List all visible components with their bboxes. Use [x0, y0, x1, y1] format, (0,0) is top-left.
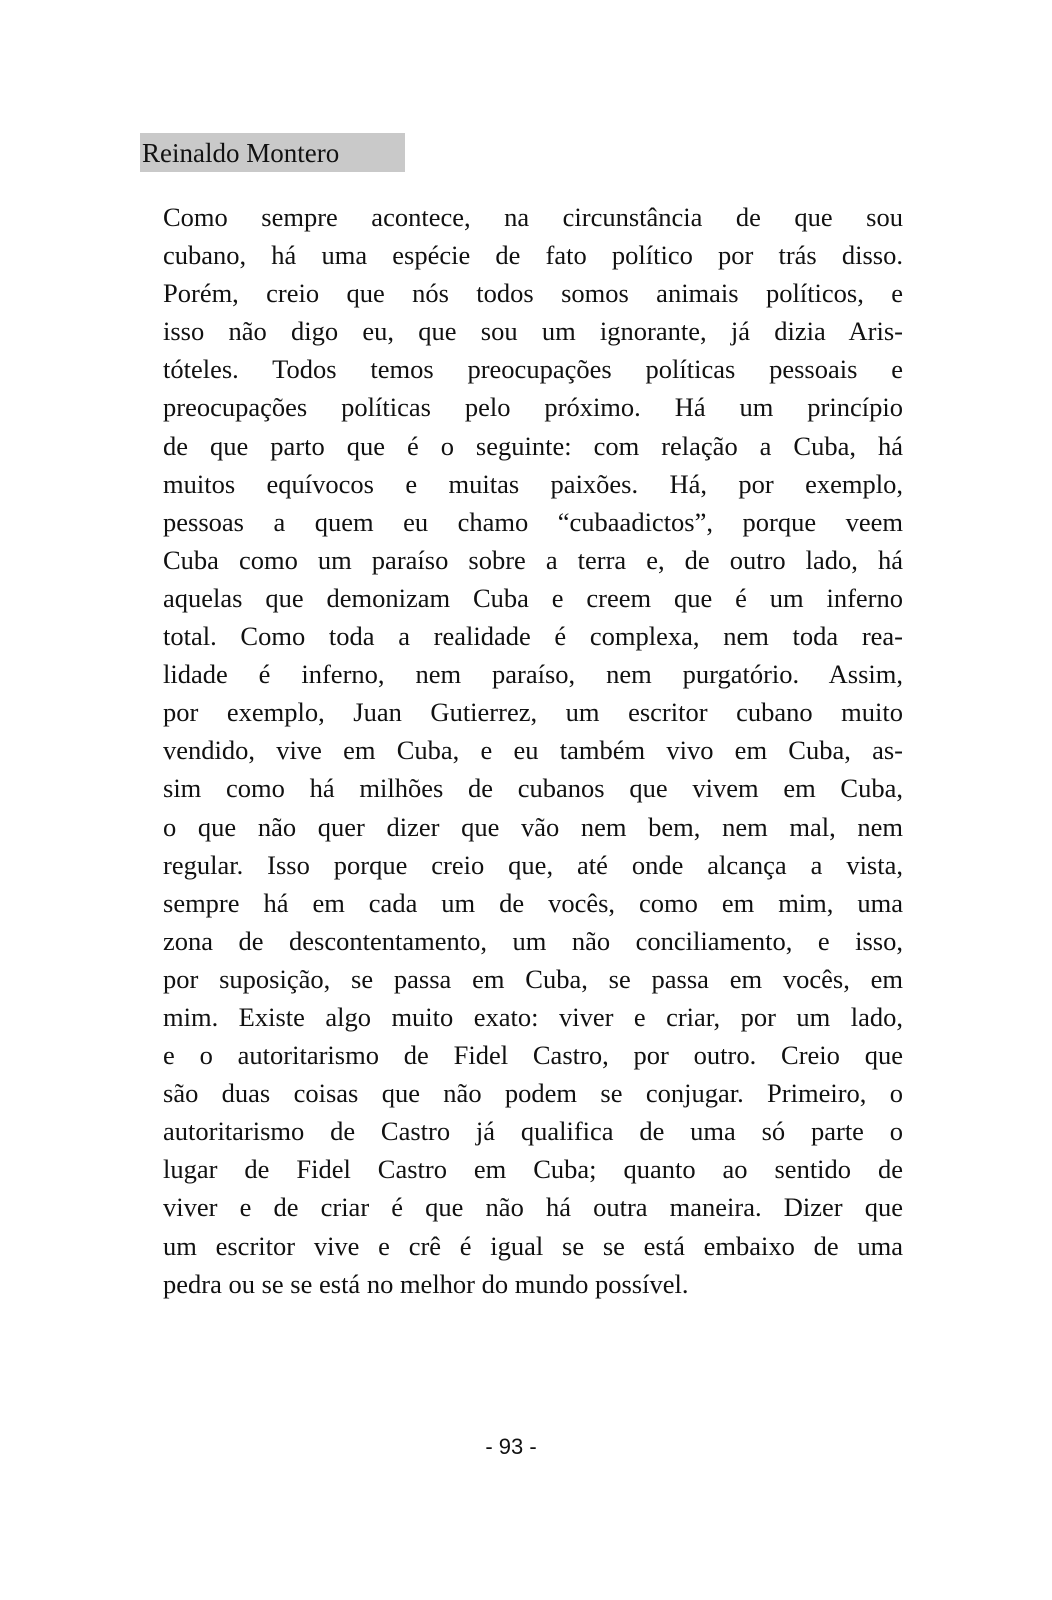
- text-line: pessoas a quem eu chamo “cubaadictos”, porque veem: [163, 506, 903, 537]
- text-line: um escritor vive e crê é igual se se está embaixo de uma: [163, 1230, 903, 1261]
- page-number: - 93 -: [485, 1434, 537, 1459]
- text-line: Cuba como um paraíso sobre a terra e, de outro lado, há: [163, 544, 903, 575]
- text-line: lidade é inferno, nem paraíso, nem purgatório. Assim,: [163, 659, 903, 690]
- text-line: lugar de Fidel Castro em Cuba; quanto ao sentido de: [163, 1154, 903, 1185]
- text-line: autoritarismo de Castro já qualifica de uma só parte o: [163, 1116, 903, 1147]
- text-line: tóteles. Todos temos preocupações políticas pessoais e: [163, 354, 903, 385]
- text-line: por suposição, se passa em Cuba, se passa em vocês, em: [163, 963, 903, 994]
- text-line: total. Como toda a realidade é complexa, nem toda rea-: [163, 621, 903, 652]
- text-line: isso não digo eu, que sou um ignorante, já dizia Aris-: [163, 316, 903, 347]
- text-line: por exemplo, Juan Gutierrez, um escritor cubano muito: [163, 697, 903, 728]
- running-header-author: Reinaldo Montero: [142, 138, 340, 168]
- text-line: cubano, há uma espécie de fato político por trás disso.: [163, 240, 903, 271]
- text-line: regular. Isso porque creio que, até onde alcança a vista,: [163, 849, 903, 880]
- text-line: viver e de criar é que não há outra maneira. Dizer que: [163, 1192, 903, 1223]
- text-line: aquelas que demonizam Cuba e creem que é um inferno: [163, 582, 903, 613]
- text-line: e o autoritarismo de Fidel Castro, por outro. Creio que: [163, 1040, 903, 1071]
- text-line: zona de descontentamento, um não conciliamento, e isso,: [163, 925, 903, 956]
- text-line: sempre há em cada um de vocês, como em mim, uma: [163, 887, 903, 918]
- text-line: mim. Existe algo muito exato: viver e criar, por um lado,: [163, 1001, 903, 1032]
- body-paragraph: [163, 198, 903, 1303]
- text-line: Porém, creio que nós todos somos animais políticos, e: [163, 278, 903, 309]
- text-line: muitos equívocos e muitas paixões. Há, por exemplo,: [163, 468, 903, 499]
- text-line: preocupações políticas pelo próximo. Há um princípio: [163, 392, 903, 423]
- text-line: sim como há milhões de cubanos que vivem em Cuba,: [163, 773, 903, 804]
- text-line: são duas coisas que não podem se conjugar. Primeiro, o: [163, 1078, 903, 1109]
- text-line: o que não quer dizer que vão nem bem, nem mal, nem: [163, 811, 903, 842]
- text-line-last: pedra ou se se está no melhor do mundo possível.: [163, 1268, 689, 1299]
- text-line: Como sempre acontece, na circunstância de que sou: [163, 202, 903, 232]
- text-line: vendido, vive em Cuba, e eu também vivo em Cuba, as-: [163, 735, 903, 766]
- text-line: de que parto que é o seguinte: com relação a Cuba, há: [163, 430, 903, 461]
